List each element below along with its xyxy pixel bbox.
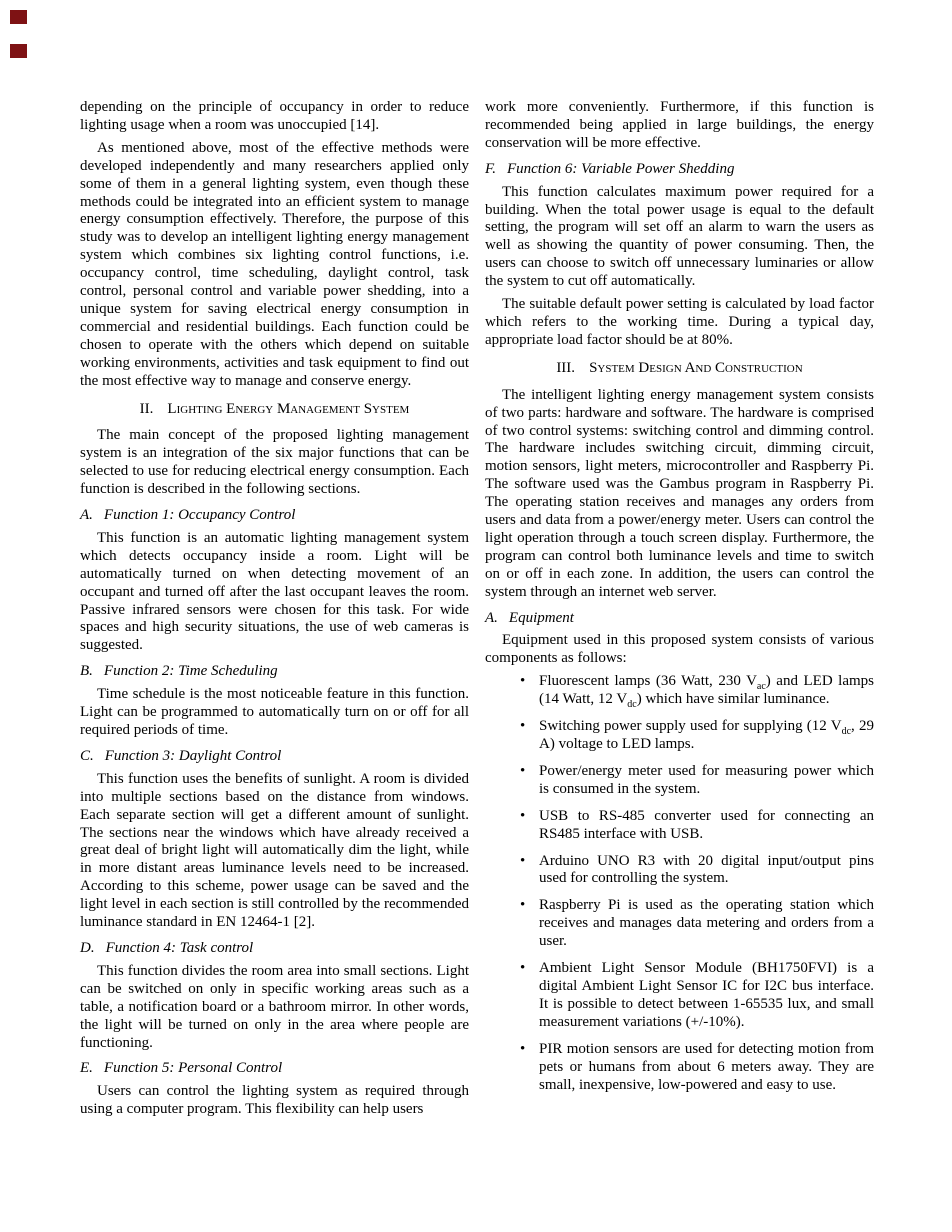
- paragraph: This function divides the room area into small sections. Light can be switched on only in specific working areas such as a table, a notification board or a bathroom mirror. In other words, the light will be turned on only in the area where people are functioning.: [80, 962, 469, 1051]
- subsection-title: Function 4: Task control: [105, 939, 254, 956]
- list-item: • Fluorescent lamps (36 Watt, 230 $V_{ac}$) and LED lamps (14 Watt, 12 $V_{dc}$) which have similar luminance.: [485, 673, 874, 709]
- paper-page-body: [80, 99, 874, 1124]
- paragraph: The main concept of the proposed lighting management system is an integration of the six major functions that can be selected to use for reducing electrical energy consumption. Each function is described in the following sections.: [80, 427, 469, 498]
- subsection-heading-c: [80, 748, 469, 766]
- subsection-letter: D.: [80, 939, 95, 956]
- section-number: II.: [139, 400, 154, 417]
- section-title: System Design And Construction: [589, 359, 803, 376]
- list-item: • Switching power supply used for supplying (12 $V_{dc}$, 29 A) voltage to LED lamps.: [485, 718, 874, 754]
- subsection-heading-f: [485, 161, 874, 179]
- paragraph: Time schedule is the most noticeable feature in this function. Light can be programmed to automatically turn on or off for all required periods of time.: [80, 686, 469, 738]
- paragraph-continuation: work more conveniently. Furthermore, if this function is recommended being applied in large buildings, the energy conservation will be more effective.: [485, 99, 874, 151]
- paragraph-continuation: depending on the principle of occupancy in order to reduce lighting usage when a room was unoccupied [14].: [80, 99, 469, 133]
- paragraph: As mentioned above, most of the effective methods were developed independently and many researchers applied only some of them in a general lighting system, even though these methods could be integrated into an efficient system to manage energy consumption effectively. Therefore, the purpose of this study was to develop an intelligent lighting energy management system which combines six lighting control functions, i.e. occupancy control, time scheduling, daylight control, task control, personal control and variable power shedding, into a unique system for saving electrical energy consumption in commercial and residential buildings. Each function could be chosen to operate with the others which depend on suitable working environments, activities and task equipment to find out the most effective way to manage and conserve energy.: [80, 139, 469, 389]
- column-right: [485, 99, 874, 1124]
- section-heading-2: [80, 401, 469, 419]
- subsection-title: Function 5: Personal Control: [103, 1060, 283, 1077]
- subsection-letter: A.: [80, 507, 93, 524]
- red-annotation-marker-top: [10, 10, 27, 24]
- subsection-title: Function 3: Daylight Control: [104, 747, 282, 764]
- list-item: • USB to RS-485 converter used for connecting an RS485 interface with USB.: [485, 808, 874, 844]
- subsection-letter: E.: [80, 1060, 93, 1077]
- subsection-heading-d: [80, 940, 469, 958]
- subsection-title: Function 6: Variable Power Shedding: [506, 160, 735, 177]
- paragraph: This function uses the benefits of sunlight. A room is divided into multiple sections based on the distance from windows. Each separate section will get a different amount of sunlight. The sections near the windows which have already received a great deal of bright light will automatically dim the light, while in more distant areas luminance levels need to be increased. According to this scheme, power usage can be saved and the light level in each section is still controlled by the recommended luminance standard in EN 12464-1 [2].: [80, 770, 469, 931]
- subsection-heading-a: [80, 507, 469, 525]
- paragraph: Equipment used in this proposed system consists of various components as follows:: [485, 632, 874, 667]
- subsection-title: Function 2: Time Scheduling: [103, 663, 278, 680]
- section-heading-3: [485, 360, 874, 378]
- subsection-letter: B.: [80, 663, 93, 680]
- list-item: • Arduino UNO R3 with 20 digital input/output pins used for controlling the system.: [485, 853, 874, 889]
- section-number: III.: [556, 359, 576, 376]
- paragraph: Users can control the lighting system as required through using a computer program. This flexibility can help users: [80, 1083, 469, 1118]
- list-item: • Ambient Light Sensor Module (BH1750FVI) is a digital Ambient Light Sensor IC for I2C bus interface. It is possible to detect between 1-65535 lux, and small measurement variations (+/-10%).: [485, 960, 874, 1032]
- section-title: Lighting Energy Management System: [167, 400, 410, 417]
- equipment-bullet-list: [485, 673, 874, 1094]
- paragraph: This function calculates maximum power required for a building. When the total power usage is equal to the default setting, the program will set off an alarm to warn the users as well as showing the quantity of power consuming. Then, the users can choose to switch off unnecessary luminaries or allow the system to cut off automatically.: [485, 183, 874, 290]
- subsection-heading-a-equipment: [485, 610, 874, 628]
- paragraph: The suitable default power setting is calculated by load factor which refers to the working time. During a typical day, appropriate load factor should be at 80%.: [485, 296, 874, 348]
- list-item: • Raspberry Pi is used as the operating station which receives and manages data metering and orders from a user.: [485, 897, 874, 951]
- subsection-letter: F.: [485, 160, 496, 177]
- subsection-title: Equipment: [508, 609, 574, 626]
- subsection-title: Function 1: Occupancy Control: [103, 507, 296, 524]
- list-item: • PIR motion sensors are used for detecting motion from pets or humans from about 6 meters away. They are small, inexpensive, low-powered and easy to use.: [485, 1041, 874, 1095]
- subsection-letter: A.: [485, 609, 498, 626]
- subsection-letter: C.: [80, 747, 94, 764]
- list-item: • Power/energy meter used for measuring power which is consumed in the system.: [485, 763, 874, 799]
- column-left: [80, 99, 469, 1124]
- subsection-heading-e: [80, 1060, 469, 1078]
- subsection-heading-b: [80, 663, 469, 681]
- paragraph: The intelligent lighting energy management system consists of two parts: hardware and software. The hardware is comprised of two control systems: switching control and dimming control. The hardware includes switching circuit, dimming circuit, motion sensors, light meters, microcontroller and Raspberry Pi. The software used was the Gambus program in Raspberry Pi. The operating station receives and manages any orders from users and data from a power/energy meter. Users can control the light operation through a touch screen display. Furthermore, the program can control both luminance levels and time to switch on or off in each zone. In addition, the users can control the system through an internet web server.: [485, 386, 874, 600]
- paragraph: This function is an automatic lighting management system which detects occupancy inside a room. Light will be automatically turned on when detecting movement of an occupant and turned off after the last occupant leaves the room. Passive infrared sensors were chosen for this task. For wide spaces and high security situations, the use of web cameras is suggested.: [80, 529, 469, 654]
- red-annotation-marker-bottom: [10, 44, 27, 58]
